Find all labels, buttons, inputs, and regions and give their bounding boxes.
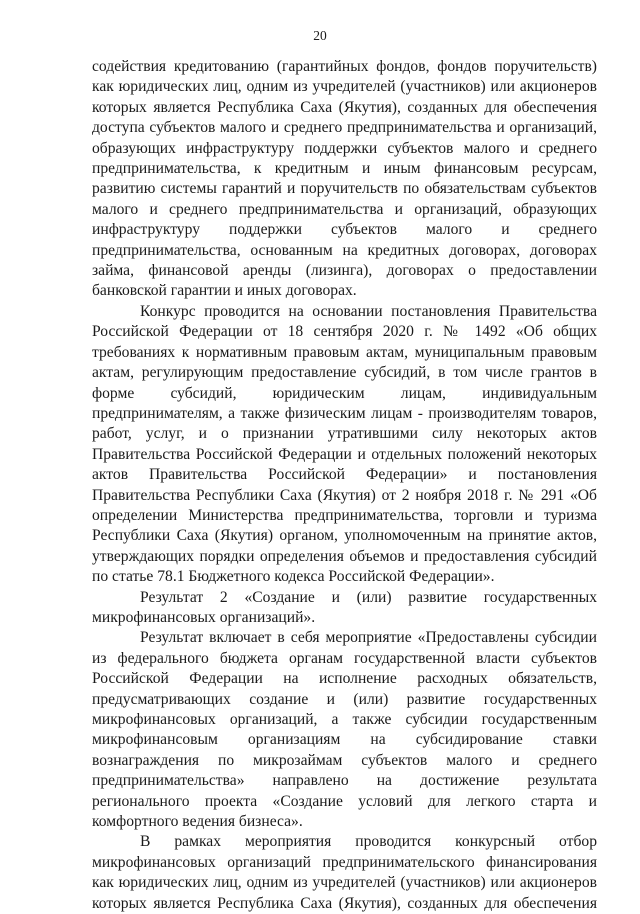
paragraph-microfinance-selection: В рамках мероприятия проводится конкурсный отбор микрофинансовых организаций предпринимательского финансирования как юридических лиц, одним из учредителей (участников) или акционеров которых является Республика Саха (Якутия), созданных для обеспечения bbox=[92, 833, 597, 912]
paragraph-result-2-heading: Результат 2 «Создание и (или) развитие государственных микрофинансовых организаций». bbox=[92, 588, 597, 626]
paragraph-result-2-description: Результат включает в себя мероприятие «Предоставлены субсидии из федерального бюджета органам государственной власти субъектов Российской Федерации на исполнение расходных обязательств, предусматривающих создание и (или) развитие государственных микрофинансовых организаций, а также субсидии государственным микрофинансовым организациям на субсидирование ставки вознаграждения по микрозаймам субъектов малого и среднего предпринимательства» направлено на достижение результата регионального проекта «Создание условий для легкого старта и комфортного ведения бизнеса». bbox=[92, 629, 597, 831]
paragraph-contest-basis: Конкурс проводится на основании постановления Правительства Российской Федерации от 18 сентября 2020 г. № 1492 «Об общих требованиях к нормативным правовым актам, муниципальным правовым актам, регулирующим предоставление субсидий, в том числе грантов в форме субсидий, юридическим лицам, индивидуальным предпринимателям, а также физическим лицам - производителям товаров, работ, услуг, и о признании утратившими силу некоторых актов Правительства Российской Федерации и отдельных положений некоторых актов Правительства Российской Федерации» и постановления Правительства Республики Саха (Якутия) от 2 ноября 2018 г. № 291 «Об определении Министерства предпринимательства, торговли и туризма Республики Саха (Якутия) органом, уполномоченным на принятие актов, утверждающих порядки определения объемов и предоставления субсидий по статье 78.1 Бюджетного кодекса Российской Федерации». bbox=[92, 302, 597, 586]
paragraph-guarantee-funds-continuation: содействия кредитованию (гарантийных фондов, фондов поручительств) как юридических лиц, одним из учредителей (участников) или акционеров которых является Республика Саха (Якутия), созданных для обеспечения доступа субъектов малого и среднего предпринимательства и организаций, образующих инфраструктуру поддержки субъектов малого и среднего предпринимательства, к кредитным и иным финансовым ресурсам, развитию системы гарантий и поручительств по обязательствам субъектов малого и среднего предпринимательства и организаций, образующих инфраструктуру поддержки субъектов малого и среднего предпринимательства, основанным на кредитных договорах, договорах займа, финансовой аренды (лизинга), договорах о предоставлении банковской гарантии и иных договорах. bbox=[92, 58, 597, 300]
page-number: 20 bbox=[313, 28, 327, 43]
document-body bbox=[92, 57, 597, 914]
